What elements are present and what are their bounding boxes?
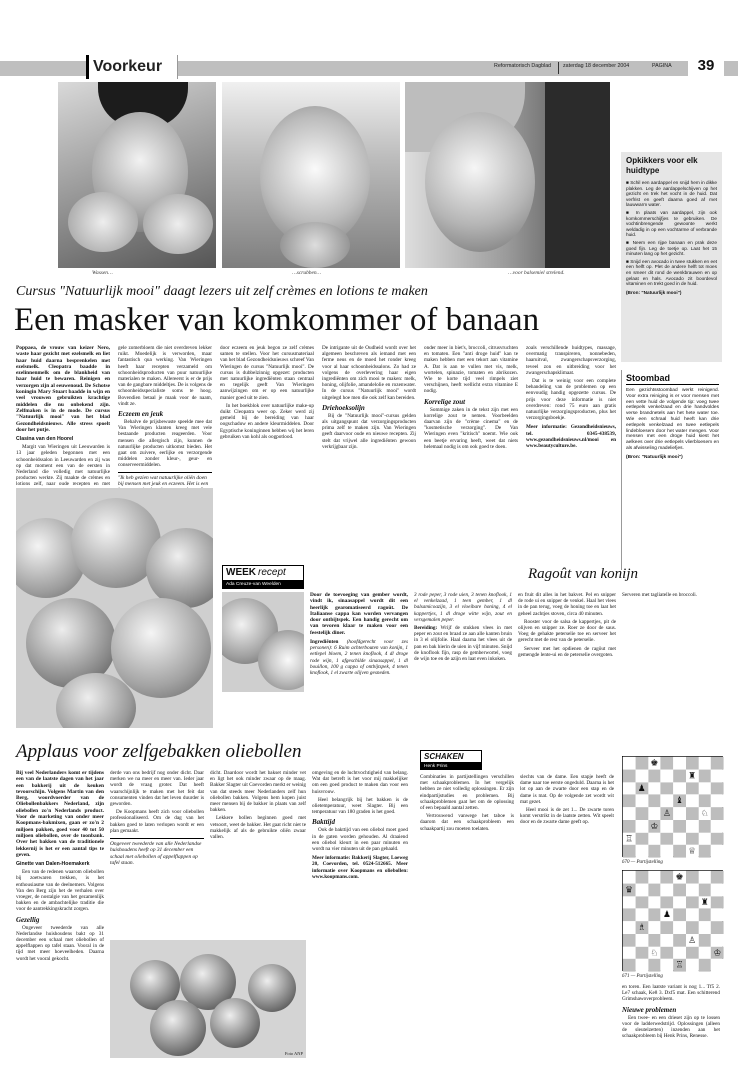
chess-square: [635, 959, 648, 972]
chess-square: [698, 909, 711, 922]
chess-square: [648, 871, 661, 884]
chess-square: [623, 845, 636, 858]
oliebollen-subheading: Bakttijd: [312, 818, 335, 827]
chess-square: [648, 807, 661, 820]
stoombad-source: (Bron: "Natuurlijk mooi"): [626, 454, 683, 460]
schaken-text: slechts van de dame. Een stapje heeft de dame naar toe eerste ongeduld. Daarna is het lot op aan de zwarte door een stap en de dame is mat. Op de volgende zet wordt wit mat gezet.: [520, 774, 614, 805]
issue-date: zaterdag 18 december 2004: [563, 63, 630, 69]
chess-square: [673, 896, 686, 909]
chess-square: [648, 921, 661, 934]
article-col-3: [220, 345, 314, 440]
chess-square: [686, 832, 699, 845]
chess-square: [623, 946, 636, 959]
recept-intro: Door de toevoeging van gember wordt, vindt ik, sinaasappel wordt dit een heerlijk gearomatiseerd ragoût. De Italiaanse cappa kan worden vervangen door ontbijtspek. Een handig gerecht om van tevoren klaar te maken voor een feestelijk diner.: [310, 592, 408, 636]
recept-col-3: [518, 592, 616, 658]
chess-square: [698, 832, 711, 845]
recept-text: Serveer met het opdienen de ragôut met gemengde lente-ui en de peterselie overgoten.: [518, 645, 616, 658]
chess-piece: ♕: [688, 845, 697, 857]
photo-caption-3: …voor balsemiel strelend.: [508, 270, 565, 276]
recept-title: Ragoût van konijn: [528, 566, 638, 582]
article-headline: Een masker van komkommer of banaan: [14, 302, 540, 338]
chess-square: [698, 921, 711, 934]
chess-square: [686, 959, 699, 972]
photo-caption-1: Wassen…: [92, 270, 113, 276]
chess-diagram-2-caption: 671 — Partijstelling: [622, 974, 663, 979]
chess-square: [648, 769, 661, 782]
page-label: PAGINA: [652, 63, 672, 69]
chess-square: [686, 896, 699, 909]
chess-square: [686, 909, 699, 922]
chess-square: [711, 832, 724, 845]
schaken-author: Henk Prins: [420, 763, 482, 770]
sidebar-title: Opkikkers voor elk huidtype: [626, 156, 698, 175]
chess-square: [635, 845, 648, 858]
chess-square: [673, 921, 686, 934]
paper-name: Reformatorisch Dagblad: [494, 63, 552, 69]
chess-square: [673, 782, 686, 795]
chess-piece: ♖: [675, 959, 684, 971]
chess-square: [623, 795, 636, 808]
chess-square: [711, 769, 724, 782]
chess-square: [673, 757, 686, 770]
page-number: 39: [688, 54, 724, 78]
stoombad-title: Stoombad: [626, 372, 719, 385]
chess-square: [635, 934, 648, 947]
oliebollen-text: Ongeveer tweederde van alle Nederlandse huishoudens bakt op 31 december een schaal met oliebollen of appelflappen op tafel staan. Vooral in de tijd met meer hoeveelheden. Daarna wordt het vooral gekocht.: [16, 924, 104, 962]
oliebollen-headline: Applaus voor zelfgebakken oliebollen: [16, 741, 302, 762]
article-text: zoals verschillende huidtypes, massage, overmatig transpireren, nonnebeden, haaruitval, zwangerschapsverzorging, teveel zon en uitbreiding voor het zwangerschapsklimaat.: [526, 345, 616, 376]
chess-square: [673, 883, 686, 896]
chess-square: [698, 946, 711, 959]
chess-square: [661, 832, 674, 845]
chess-square: [673, 807, 686, 820]
chess-square: [673, 934, 686, 947]
chess-square: [698, 757, 711, 770]
chess-square: [711, 909, 724, 922]
chess-piece: ♙: [688, 934, 697, 945]
recept-author: Ada Creuze-van Weelden: [222, 581, 304, 589]
chess-diagram-1-caption: 670 — Partijstelling: [622, 860, 663, 865]
chess-square: [686, 946, 699, 959]
article-info: Meer informatie: Gezondheidsnieuws, tel. 0345-438539, www.gezondheidsnieuws.nl/mooi en www.beautyculture.be.: [526, 424, 616, 450]
article-byline: Clasina van den Hoorel: [16, 436, 74, 443]
stoombad-box: [621, 370, 722, 570]
chess-square: [711, 820, 724, 833]
recept-text: Rooster voor de salsa de kappertjes, pit de olijven en snipper ze. Roer ze door de saus. Voeg de gehakte peterselie toe en serveer het gerecht met de rest van de peterselie.: [518, 618, 616, 644]
chess-piece: ♖: [625, 833, 634, 844]
chess-square: [661, 871, 674, 884]
chess-square: [648, 959, 661, 972]
chess-square: [623, 769, 636, 782]
oliebollen-byline: Ginette van Dalen-Hoemakerk: [16, 861, 90, 868]
chess-square: [635, 820, 648, 833]
recept-text: en fruit dit alles in het bakvet. Pel en snipper de rode ui en snipper de venkel. Haal het vlees in de pan terug, voeg de honing toe en laat het geheel zachtjes stoven, circa 40 minuten.: [518, 592, 616, 617]
photo-washing: [58, 82, 216, 268]
chess-square: [635, 896, 648, 909]
chess-square: [623, 909, 636, 922]
photo-balm: [405, 82, 610, 268]
chess-square: [623, 807, 636, 820]
chess-square: [661, 959, 674, 972]
chess-square: [661, 845, 674, 858]
chess-square: [673, 946, 686, 959]
article-col-1: [16, 345, 110, 506]
oliebollen-quote: Ongeveer tweederde van alle Nederlandse huishoudens heeft op 31 december een schaal met oliebollen of appelflappen op tafel staan.: [110, 838, 204, 866]
schaken-col-2: [520, 774, 614, 826]
article-text: Sommige zaken in de tekst zijn met een korrelige zout te nemen. Voorbeelden daarvan zijn de "crème cinema" en de "kosmetische verzorging". De Van Wieringen even "kritisch" noemt. Wie ook een beetje ervaring heeft, weet dat niets helemaal nodig is om ook goed te doen.: [424, 406, 518, 450]
oliebollen-col-4: [312, 770, 408, 880]
recept-label: WEEK recept: [222, 565, 304, 581]
chess-square: [698, 883, 711, 896]
chess-piece: ♘: [700, 808, 709, 819]
chess-piece: ♜: [700, 896, 709, 908]
oliebollen-text: Lekkere bollen beginnen goed met vetsoort, weet de bakker. Het gaat richt niet te makkelijk af als de gebruikte oliën zwaar vallen.: [210, 815, 306, 841]
chess-piece: ♙: [662, 808, 671, 819]
recept-header: [222, 565, 722, 589]
chess-square: [686, 795, 699, 808]
oliebollen-text: dicht. Daardoor wordt het bakset minder vet en ligt het ook minder zwaar op de maag. Bakker Slagter uit Coevorden merkt er weinig van dat steeds meer Nederlanders zelf hun oliebollen bakken. Volgens hem kopen juist meer mensen bij de bakker in plaats van zelf bakken.: [210, 770, 306, 814]
chess-square: [711, 782, 724, 795]
chess-square: [661, 769, 674, 782]
chess-square: [673, 909, 686, 922]
oliebollen-text: omgeving en de luchtvochtigheid van belang. Wat dat betreft is het voor mij makkelijker om een goed product te maken dan voor een huisvrouw.: [312, 770, 408, 795]
chess-piece: ♟: [662, 909, 671, 920]
recept-ingredients-cont: 3 rode peper, 3 rode uien, 3 tenen knoflook, 1 el venkelzaad, 1 teen gember, 1 dl balsamicoazijn, 3 el vloeibare honing, 4 el kappertjes, 1 dl droge witte wijn, zout en versgemalen peper.: [414, 592, 512, 623]
chess-square: [648, 934, 661, 947]
recept-ingredients: Ingrediënten (hoofdgerecht voor zes personen): 6 Ruim achterbouten van konijn, 1 eetlepel bloem, 2 tenen knoflook, 4 dl droge rode wijn, 1 afgeschilde sinaasappel, 1 dl bouillon, 100 g cappa of ontbijtspek, 4 tenen knoflook, 1 el zwarte olijven gesneden.: [310, 639, 408, 677]
chess-square: [623, 934, 636, 947]
stoombad-text: Een gezichtsstoombad werkt reinigend. Voor extra reiniging is er voor mensen met een vette huid de volgende tip: voeg twee eetlepels venkelzaad en drie handvoldes verse brandnetels aan het hete water toe. Wie een schraal huid heeft kan drie eetlepels venkelzaad en twee eetlepels lindebloesem door het water mengen. Voor mensen met een droge huid kiest het aelkees over drie eetlepels vlierbloesem en als afwisseling madeliefjes.: [626, 388, 719, 451]
article-col-6: [526, 345, 616, 449]
article-lead: Poppaea, de vrouw van keizer Nero, waste haar gezicht met ezelsmelk en liet haar huid daarna besprenkelen met ezelsmelk. Cleopatra baadde in ezelinnenmelk om de blankheid van haar huid te bewaren. Reinigen en verzorgen zijn al eeuwenoud. De Schotse koningin Mary Stuart baadde in wijn en veel vrouwen gebruikten krachtige middelen die nu onbekend zijn. Zelfmaken is in de mode. De cursus "Natuurlijk mooi" van het blad Gezondheidsnieuws. Alle stress spoelt door het putje.: [16, 345, 110, 433]
chess-square: [698, 934, 711, 947]
recept-col-1: [310, 592, 408, 676]
photo-orange: [222, 592, 304, 692]
recept-preparation: Bereiding: Wrijf de stukken vlees in met peper en zout en braad ze aan alle kanten bruin in 3 el olijfolie. Haal daarna het vlees uit de pan en bak hierin de uien in vijf minuten. Snijd de knoflook fijn, rasp de gemberwortel, voeg de wijn toe en de azijn en laat even inkoken.: [414, 625, 512, 663]
article-col-2: [118, 345, 212, 497]
oliebollen-text: Een van de redenen waarom oliebollen bij zoetwaren trekken, is het enthousiasme van de deelnemers. Volgens Van den Berg zijn het de verhalen over vroeger, de nostalgie van het gezamenlijk bakken en de ambachtelijke traditie die voor de aantrekkingskracht zorgen.: [16, 869, 104, 913]
chess-square: [711, 871, 724, 884]
chess-square: [673, 845, 686, 858]
article-quote: "Ik heb gezien wat natuurlijke oliën doen bij mensen met jeuk en eczeem. Het is een: [118, 472, 212, 497]
chess-square: [698, 769, 711, 782]
sidebar-tip: ■ Snijd een avocado in twee stukken en eet een helft op. Plet de andere helft tot moes en smeer dit rond de wenkbrauwen en op gelaat en hals. Avocado zit boordevol vitaminen en trekt goed in de huid.: [626, 258, 717, 287]
photo-fruit: [16, 488, 213, 728]
header-divider: [558, 62, 559, 74]
chess-square: [635, 769, 648, 782]
chess-square: [648, 909, 661, 922]
oliebollen-col-1: [16, 770, 104, 962]
sidebar-tips: [621, 152, 722, 362]
recept-col-4: [622, 592, 720, 598]
chess-square: [635, 807, 648, 820]
oliebollen-text: Heel belangrijk bij het bakken is de olietemperatuur, weet Slagter. Bij een temperatuur van 180 graden is het goed.: [312, 796, 408, 816]
photo-scrubbing: [222, 82, 400, 268]
chess-square: [673, 832, 686, 845]
section-title: Voorkeur: [86, 55, 178, 79]
schaken-header: [420, 750, 510, 770]
oliebollen-col-2: [110, 770, 204, 866]
chess-square: [698, 820, 711, 833]
chess-square: [711, 896, 724, 909]
chess-diagram-2: [622, 870, 723, 971]
chess-piece: ♚: [650, 757, 659, 768]
photo-credit: Foto ANP: [284, 1051, 303, 1056]
sidebar-source: (Bron: "Natuurlijk mooi"): [626, 289, 682, 295]
oliebollen-text: De Koopmans heeft zich voor oliebollen professionaliseerd. Om de dag van het bakken goed te laten verlopen wordt er een plan gemaakt.: [110, 809, 204, 834]
schaken-text: Combinaties in partijstellingen verschillen met schaakproblemen. In het vergelijk hebben ze niet volledig oplossingen. Er zijn eindpartijstudies en problemen. Bij schaakproblemen gaat het om de oplossing of een bepaald aantal zetten.: [420, 774, 514, 812]
chess-piece: ♔: [713, 947, 722, 958]
chess-square: [711, 807, 724, 820]
chess-square: [648, 896, 661, 909]
chess-piece: ♔: [650, 820, 659, 831]
article-text: door eczeem en jeuk begon ze zelf crèmes samen te stellen. Voor het cursusmateriaal van het blad Gezondheidsnieuws schreef Van Wieringen de cursus "Natuurlijk mooi". De cursus is dubbelzinnig opgezet: producten met natuurlijke ingrediënten staan centraal en tegelijk geeft Van Wieringen aanwijzingen om er op een natuurlijke manier goed uit te zien.: [220, 345, 314, 401]
article-subheading: Driehoeksolijn: [322, 403, 365, 412]
article-text: Bij de "Natuurlijk mooi"-cursus gelden als uitgangspunt dat verzorgingsproducten prima zelf te maken zijn. Van Wieringen geeft daarvoor oude en nieuwe recepten. Zij stelt dat vrijwel alle ingrediënten gewoon verkrijgbaar zijn.: [322, 412, 416, 450]
chess-square: [635, 795, 648, 808]
chess-square: [673, 820, 686, 833]
article-text: Dat is te weinig voor een complete behandeling van de problemen op een eenvoudig handig opgezette cursus. De prijs voor deze informatie is niet overdreven: rond 75 euro aan gratis natuurlijke verzorgingsproducten, plus het verzorgingsboekje.: [526, 378, 616, 422]
schaken-text: en toren. Een laatste variant is nog 1... Tf5 2. Le7 schaak, Ke8 3. Dxf5 mat. Een schitterend Grimshawoverprobleem.: [622, 984, 720, 1003]
oliebollen-col-3: [210, 770, 306, 840]
chess-square: [648, 832, 661, 845]
chess-square: [623, 959, 636, 972]
chess-square: [623, 820, 636, 833]
chess-square: [711, 921, 724, 934]
schaken-subheading: Nieuwe problemen: [622, 1005, 677, 1014]
chess-square: [686, 871, 699, 884]
chess-square: [698, 845, 711, 858]
oliebollen-text: Ook de bakttijd van een oliebol moet goed in de gaten worden gehouden. Al draaiend een oliebol kleurt in een paar minuten en wordt na vier minuten uit de pan gehaald.: [312, 827, 408, 853]
chess-square: [661, 782, 674, 795]
oliebollen-info: Meer informatie: Bakkerij Slagter, Loeweg 20, Coevorden, tel. 0524-512665. Meer informatie over Koopmans en oliebollen: www.koopmans.com.: [312, 855, 408, 880]
chess-square: [711, 795, 724, 808]
oliebollen-subheading: Gezellig: [16, 915, 40, 924]
chess-square: [698, 959, 711, 972]
chess-square: [711, 883, 724, 896]
chess-square: [686, 883, 699, 896]
article-text: Behalve de prijsbewuste speelde mee dat Van Wieringen klanten kreeg met vele bestaande producten reageerden. Voor mensen die allergisch zijn, kunnen de natuurlijke producten uitkomst bieden. Het gaat om zuivere, eerlijke en verzorgende middelen zonder kleur-, geur- en conserveermiddelen.: [118, 419, 212, 469]
article-col-5: [424, 345, 518, 450]
article-text: De intrigante uit de Oudheid wordt over het algemeen beschreven als iemand met een ferme neus en de moed het ronder kreeg voor al haar schoonheidssalons. Zo had ze volgens de overlevering haar eigen ingrediënten om zich mooi te maken: melk, honing, olijfolie, amandelolie en rozenwater. In de cursus "Natuurlijk mooi" wordt uitgelegd hoe men die ook zelf kan bereiden.: [322, 345, 416, 401]
chess-square: [661, 757, 674, 770]
chess-diagram-1: [622, 756, 723, 857]
chess-square: [661, 921, 674, 934]
chess-square: [648, 782, 661, 795]
sidebar-tip: ■ Neem een rijpe banaan en prak deze goed fijn. Leg de toetje op. Laat het 15 minuten lang op het gezicht.: [626, 239, 718, 257]
schaken-col-1: [420, 774, 514, 832]
chess-piece: ♚: [675, 871, 684, 882]
chess-square: [711, 845, 724, 858]
chess-piece: ♜: [688, 770, 697, 781]
chess-square: [623, 757, 636, 770]
chess-square: [711, 757, 724, 770]
sidebar-tip: ■ In plaats van aardappel, zijn ook komkommerschijfjes te gebruiken. De vochtinbrengende gewoonte werkt weldadig in op een vochtarme of verbrande huid.: [626, 209, 717, 238]
chess-square: [673, 769, 686, 782]
photo-caption-2: …scrubben…: [292, 270, 322, 276]
chess-square: [661, 934, 674, 947]
oliebollen-text: derde van ons bedrijf nog onder dicht. Daar merken we na meer en meer van. Ieder jaar wordt de vraag groter. Dat heeft waarschijnlijk te maken met het feit dat consumenten vinden dat het leven duurder is geworden.: [110, 770, 204, 808]
page-header: [0, 52, 738, 78]
chess-piece: ♗: [637, 922, 646, 933]
chess-square: [648, 845, 661, 858]
chess-square: [648, 795, 661, 808]
chess-square: [623, 921, 636, 934]
chess-square: [686, 782, 699, 795]
chess-square: [635, 757, 648, 770]
schaken-text: Vertrouwend vanwege het taboe is daarom dat een schaakprobleem een schaakpartij zou moeten toelaten.: [420, 813, 514, 832]
article-text: Margit van Wieringen uit Leeuwarden is 13 jaar geleden begonnen met een schoonheidssalon in Leeuwarden en zij was op dat moment een van de eersten in Nederland die volledig met natuurlijke producten werkte. Zij maakte de crèmes en lotions zelf, naar oude recepten en met: [16, 444, 110, 488]
chess-square: [623, 871, 636, 884]
chess-square: [635, 883, 648, 896]
chess-piece: ♝: [675, 795, 684, 806]
chess-square: [686, 820, 699, 833]
chess-square: [635, 909, 648, 922]
chess-square: [648, 883, 661, 896]
article-text: gele zomerbloem die niet overdreven lekker ruikt. Moedelijk is verworden, maar fantastisch qua werking. Van Wieringen heeft haar recepten verzameld om schoonheidsproducten van puur natuurlijke materialen te maken. Allereerst is er de prijs van de gangbare middeltjes. De is volgens de schoonheidsspecialiste soms te hoog. Bovendien betaal je maak voor de naam, vindt ze.: [118, 345, 212, 407]
article-col-4: [322, 345, 416, 450]
chess-square: [686, 757, 699, 770]
chess-square: [635, 832, 648, 845]
chess-square: [698, 871, 711, 884]
schaken-text: Een twee- en een drieset zijn op te lossen voor de ladderwedstrijd. Oplossingen (alleen de sleutelzetten) inzenden aan het schaakprobleem bij Henk Prins, Renesse.: [622, 1014, 720, 1040]
article-subheading: Eczeem en jeuk: [118, 410, 164, 419]
chess-square: [698, 782, 711, 795]
chess-square: [711, 959, 724, 972]
photo-oliebollen: [110, 940, 306, 1058]
article-kicker: Cursus "Natuurlijk mooi" daagt lezers uit zelf crèmes en lotions te maken: [16, 284, 428, 299]
chess-square: [661, 896, 674, 909]
chess-square: [661, 883, 674, 896]
chess-square: [623, 896, 636, 909]
schaken-label: SCHAKEN: [420, 750, 482, 763]
chess-square: [661, 820, 674, 833]
chess-piece: ♟: [637, 782, 646, 794]
recept-col-2: [414, 592, 512, 662]
chess-square: [661, 795, 674, 808]
schaken-text: Heel mooi is de zet 1... De zwarte toren komt verstrikt in de laatste zetten. Wit speelt door en de zwarte dame geeft op.: [520, 807, 614, 826]
recept-text: Serveren met tagliatelle en broccoli.: [622, 592, 698, 598]
oliebollen-lead: Bij veel Nederlanders komt er tijdens een van de laatste dagen van het jaar een bakkerij uit de keuken tevoorschijn. Volgens Martin van den Berg, woordvoerder van de Oliebollenbakkers Nederland, zijn oliebollen zo'n Nederlands product. Voor de marketing van onder meer Koopmans-bakmixen, gaan er zo'n 2 miljoen pakken, goed voor 40 tot 50 miljoen oliebollen, over de toonbank. Over het bakken van de traditionele lekkernij is het er een aantal tips te geven.: [16, 770, 104, 858]
article-text: In het boekblok over natuurlijke make-up duikt Cleopatra weer op. Zeker werd zij gemeld bij de bereiding van haar oogschaduw en andere kleurmiddelen. Door Egyptische koninginnen hebben wij het leren gebruiken van kohl als oogpotlood.: [220, 402, 314, 440]
chess-piece: ♘: [650, 947, 659, 958]
article-text: onder meer in biet's, broccoli, citrusvruchten en tomaten. Een "anti droge huid" kan te maken hebben met een tekort aan vitamine A. Dat is aan te vullen met vis, melk, wortelen, spinazie, tomaten en abrikozen. Wie te korte tijd veel rimpels ziet verschijnen, heeft wellicht extra vitamine E nodig.: [424, 345, 518, 395]
chess-square: [686, 921, 699, 934]
chess-square: [635, 946, 648, 959]
chess-square: [623, 782, 636, 795]
chess-square: [635, 871, 648, 884]
schaken-col-3: [622, 984, 720, 1039]
chess-square: [686, 807, 699, 820]
chess-piece: ♛: [625, 884, 634, 895]
chess-square: [711, 934, 724, 947]
chess-square: [661, 946, 674, 959]
sidebar-tip: ■ Schil een aardappel en snijd hem in dikke plakken. Leg de aardappelschijven op het gezicht en trek het vocht in de huid. Dat verfrist en geeft daarna goed af met lauwwarm water.: [626, 180, 717, 208]
chess-square: [698, 795, 711, 808]
article-subheading: Korrelige zout: [424, 397, 466, 406]
